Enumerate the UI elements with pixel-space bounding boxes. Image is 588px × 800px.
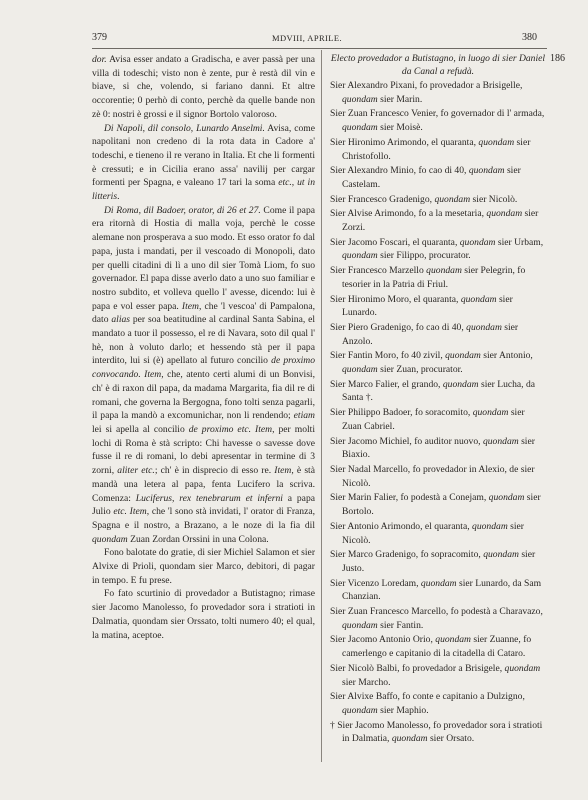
candidate-entry: Sier Jacomo Michiel, fo auditor nuovo, quondam sier Biaxio.: [330, 435, 535, 461]
paragraph-gradischa-text: Avisa esser andato a Gradischa, e aver passà per una villa di todeschi; visto non è zente, pur è restà dil vin e biave, si che, volendo, si fariano danni. Et altre occorentie; 0 perhò di conto, perchè da quelle bande non zè 0: nostri è grossi e il signor Bortolo valoroso.: [92, 54, 316, 120]
running-title: MDVIII, APRILE.: [272, 33, 342, 43]
candidate-entry: Sier Jacomo Antonio Orio, quondam sier Zuanne, fo camerlengo e capitanio di la citadella di Cataro.: [330, 634, 532, 660]
election-title: Electo provedador a Butistagno, in luogo di sier Daniel da Canal a refudà.: [330, 53, 546, 77]
paragraph-napoli: [92, 122, 315, 204]
candidate-entry: Sier Fantin Moro, fo 40 zivil, quondam sier Antonio, quondam sier Zuan, procurator.: [330, 350, 533, 376]
candidate-entry: Sier Vicenzo Loredam, quondam sier Lunardo, da Sam Chanzian.: [330, 577, 542, 603]
roma-heading: Di Roma, dil Badoer, orator, di 26 et 27.: [104, 204, 261, 216]
candidate-entry: Sier Alexandro Pixani, fo provedador a Brisigelle, quondam sier Marin.: [330, 80, 523, 105]
candidate-entry: Sier Marco Falier, el grando, quondam sier Lucha, da Santa †.: [330, 378, 536, 404]
candidate-entry: Sier Hironimo Moro, el quaranta, quondam sier Lunardo.: [330, 293, 513, 319]
candidate-entry: Sier Zuan Francesco Marcello, fo podestà a Charavazo, quondam sier Fantin.: [330, 606, 543, 631]
running-header: [0, 32, 588, 48]
candidate-entry: Sier Jacomo Foscari, el quaranta, quondam sier Urbam, quondam sier Filippo, procurator.: [330, 236, 544, 262]
candidate-entry: Sier Antonio Arimondo, el quaranta, quondam sier Nicolò.: [330, 520, 525, 546]
candidate-entry: Sier Alexandro Minio, fo cao di 40, quondam sier Castelam.: [330, 165, 521, 190]
paragraph-gratie: Fono balotate do gratie, di sier Michiel Salamon et sier Alvixe di Prioli, quondam sier Marco, debitori, di pagar in tempo. E fu prese.: [92, 547, 316, 586]
candidate-entry: Sier Nicolò Balbi, fo provedador a Brisigele, quondam sier Marcho.: [330, 662, 541, 688]
candidate-entry: Sier Nadal Marcello, fo provedador in Alexio, de sier Nicolò.: [330, 463, 535, 489]
candidate-entry: Sier Zuan Francesco Venier, fo governador di l' armada, quondam sier Moisè.: [330, 108, 545, 134]
napoli-heading: Di Napoli, dil consolo, Lunardo Anselmi.: [104, 122, 265, 134]
left-column: [92, 53, 315, 642]
candidate-entry: Sier Alvixe Baffo, fo conte e capitanio a Dulzigno, quondam sier Maphio.: [330, 691, 525, 716]
paragraph-roma: [92, 204, 315, 547]
page-number-right: 380: [522, 32, 537, 43]
candidate-entry: Sier Piero Gradenigo, fo cao di 40, quondam sier Anzolo.: [330, 321, 519, 347]
paragraph-scurtinio: Fo fato scurtinio di provedador a Butistagno; rimase sier Jacomo Manolesso, fo provedador sora i stratioti in Dalmatia, quondam sier Orssato, tolti numero 40; el qual, la matina, aceptoe.: [92, 588, 315, 641]
candidate-entry: Sier Francesco Marzello quondam sier Pelegrin, fo tesorier in la Patria di Friul.: [330, 265, 526, 290]
candidate-list: [330, 79, 546, 746]
roma-text: Come il papa era ritornà di Hostia di malla voja, perchè le cosse alemane non prosperava a suo modo. Et esso orator fo dal papa, justa i mandati, per il vescoado di Monopoli, dato per quelli citadini di lì a uno dil sier Tomà Liom, fo suo governador. El papa disse averlo dato a uno suo familiar e nostro subdito, et volleva quello l' avesse, dicendo: lui è papa e vol esser papa. Item, che 'l vescoa' di Pampalona, dato alias per soa beatitudine al cardinal Santa Sabina, el mandato a tuor il possesso, el re di Navara, soto dil qual l' hè, non à voluto darlo; et hessendo stà per il papa interdito, lui si (è) apellato al futuro concilio de proximo convocando. Item, che, atento certi alumi di un Bonvisi, ch' è di raxon dil papa, da madama Margarita, fia dil re di romani, che governa la Bergogna, fono tolti senza pagarli, il papa la mandò a excomunichar, non li rendendo; etiam lei si apella al concilio de proximo etc. Item, per molti lochi di Roma è stà scripto: Chi havesse o savesse dove fusse il re di romani, lo debi apresentar in termine di 3 zorni, aliter etc.; ch' è in disprecio di esso re. Item, è stà mandà una letera al papa, fenta Lucifero la scriva. Comenza: Luciferus, rex tenebrarum et inferni a papa Julio etc. Item, che 'l sono stà invidati, l' orator di Franza, Spagna e il nostro, a Brazano, a le noze di la fia dil quondam Zuan Zordan Orssini in una Colona.: [92, 204, 315, 545]
candidate-entry: Sier Philippo Badoer, fo soracomito, quondam sier Zuan Cabriel.: [330, 407, 525, 432]
candidate-entry: Sier Francesco Gradenigo, quondam sier Nicolò.: [330, 193, 518, 205]
line-0-prefix: dor.: [92, 54, 107, 65]
candidate-entry: Sier Marco Gradenigo, fo sopracomito, quondam sier Justo.: [330, 549, 536, 574]
column-divider: [321, 50, 322, 762]
page-number-left: 379: [92, 32, 107, 43]
paragraph-gradischa: [92, 53, 315, 122]
candidate-entry: Sier Hironimo Arimondo, el quaranta, quondam sier Christofollo.: [330, 136, 531, 162]
right-column: [330, 53, 546, 746]
napoli-text: Avisa, come napolitani non credeno di la rota data in Cadore a' todeschi, e tieneno il re verano in Italia. Et che li formenti è cressuti; e in Cicilia erano assa' navilij per cargar formenti per Spagna, e valeano 17 tari la soma etc., ut in litteris.: [92, 122, 316, 203]
candidate-entry: Sier Alvise Arimondo, fo a la mesetaria, quondam sier Zorzi.: [330, 208, 539, 234]
candidate-entry: † Sier Jacomo Manolesso, fo provedador sora i stratioti in Dalmatia, quondam sier Orsato.: [330, 719, 543, 745]
header-rule: [92, 48, 547, 49]
margin-number: 186: [550, 53, 565, 64]
candidate-entry: Sier Marin Falier, fo podestà a Conejam, quondam sier Bortolo.: [330, 492, 541, 518]
